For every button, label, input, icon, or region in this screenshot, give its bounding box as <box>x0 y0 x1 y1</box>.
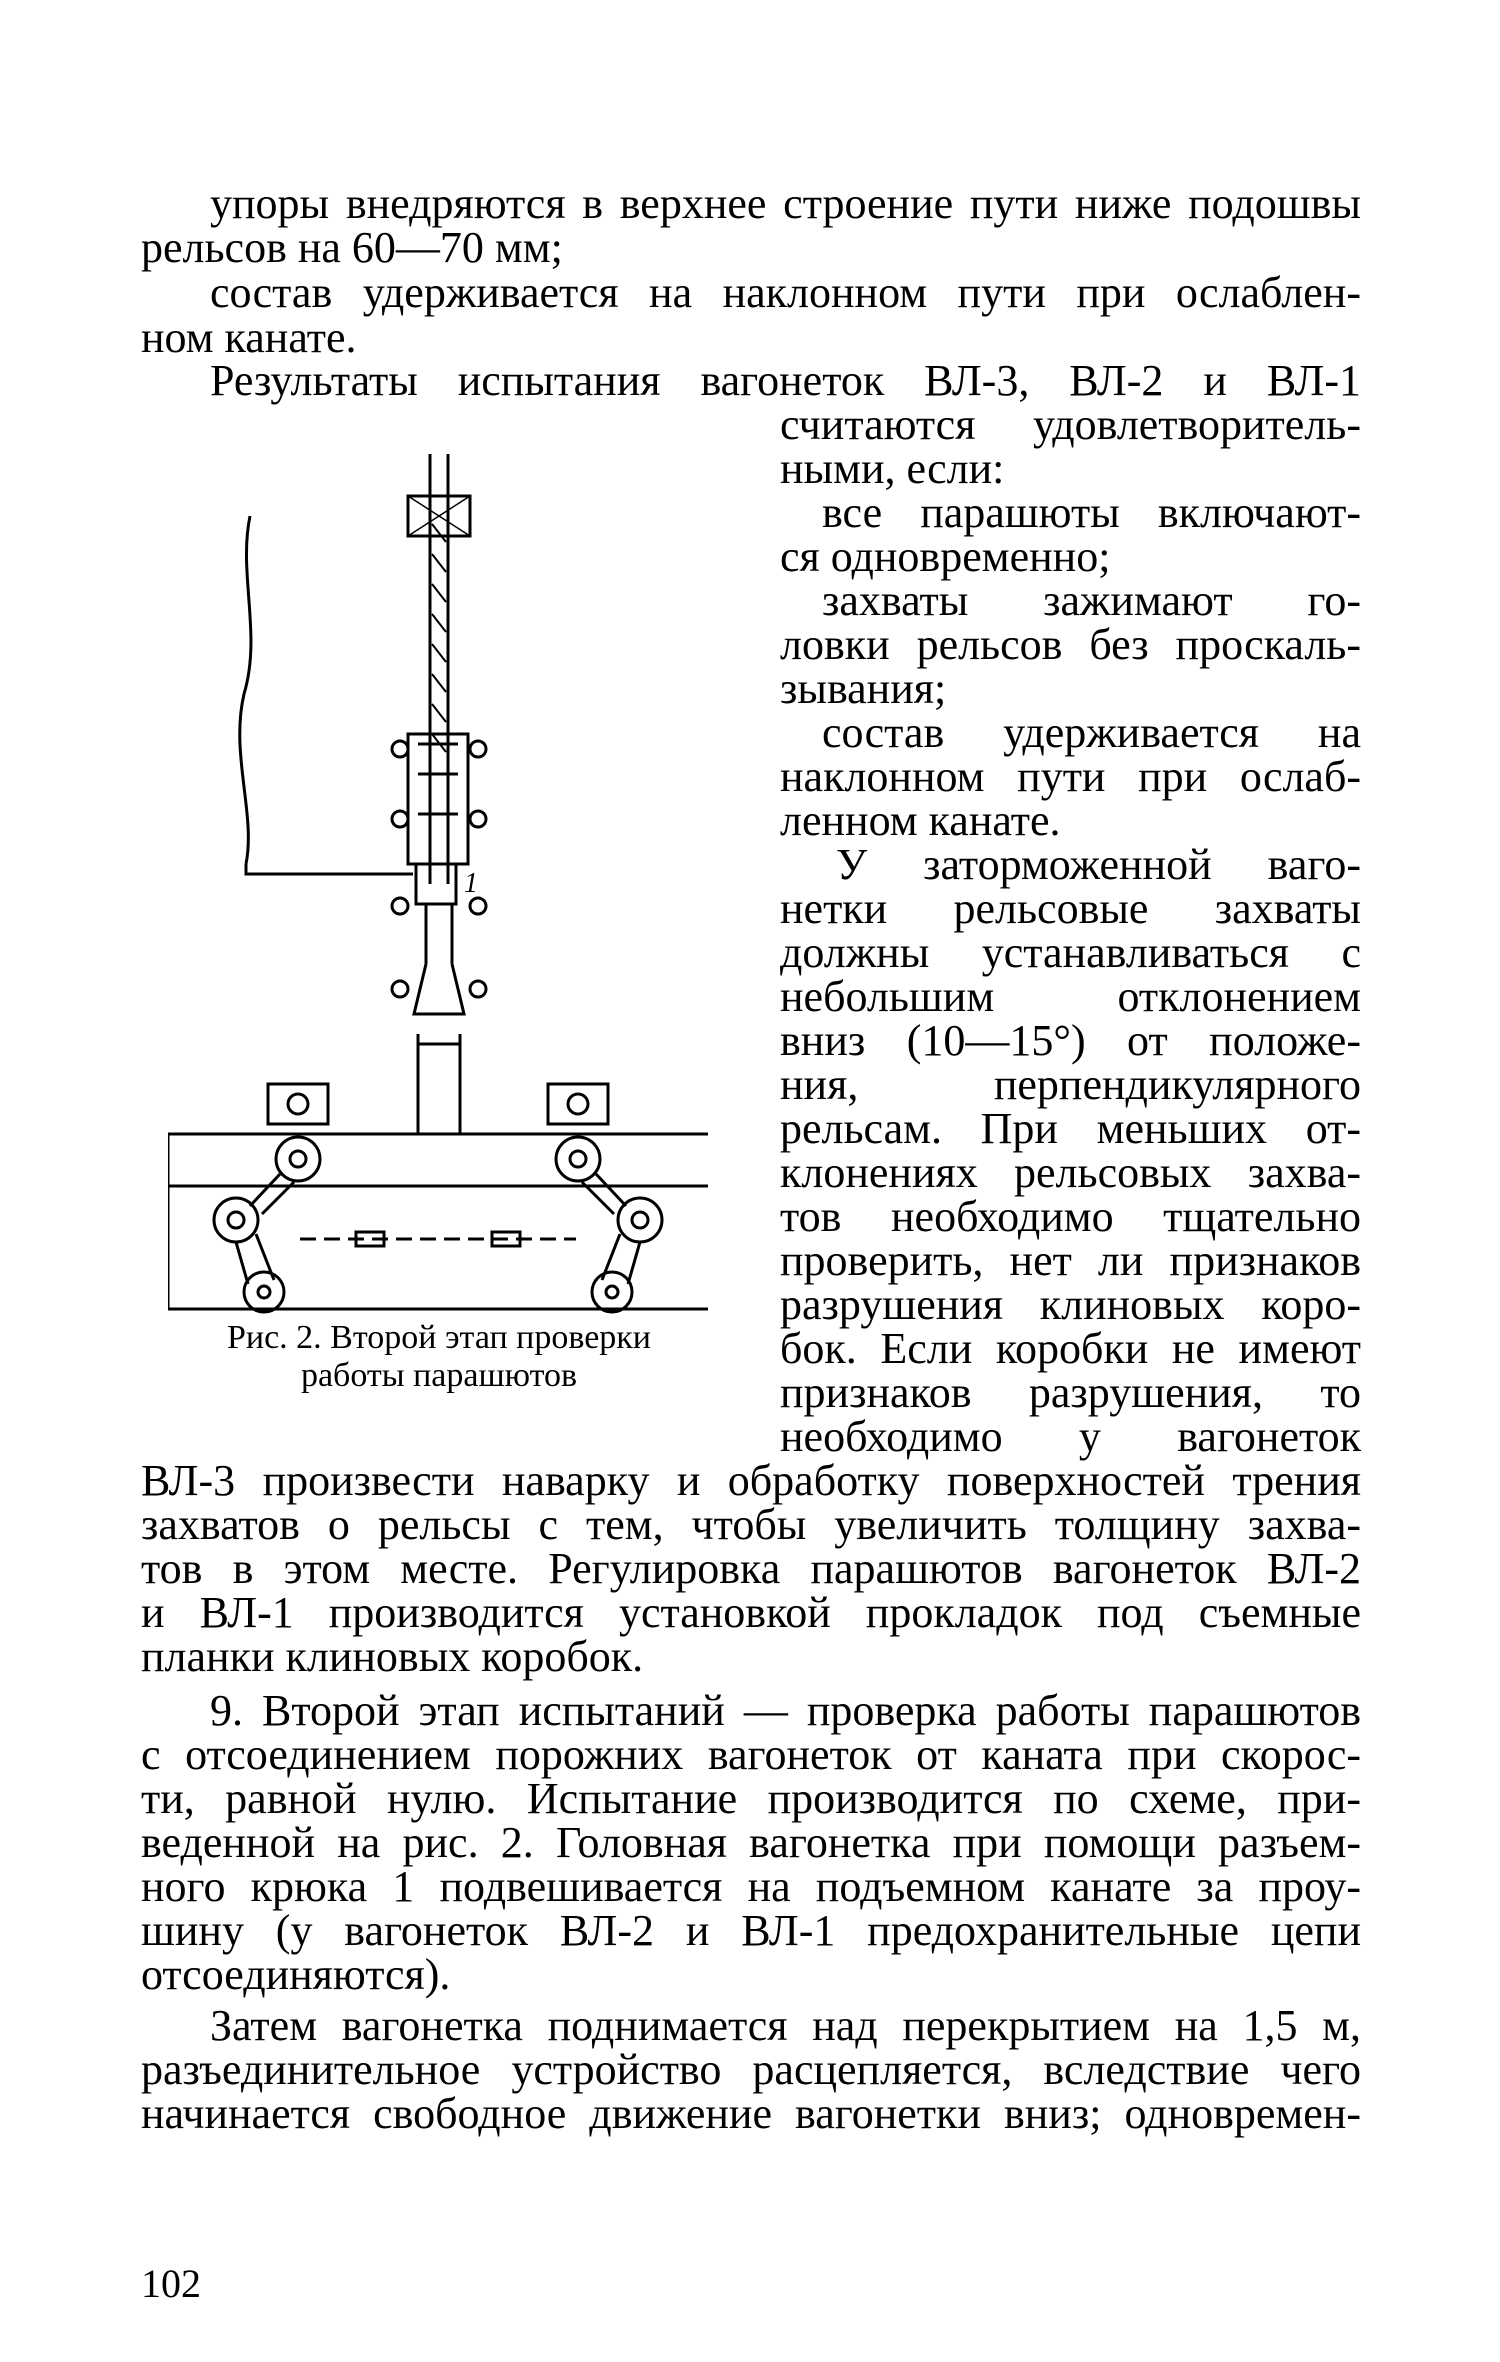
text-line: ти, равной нулю. Испытание производится по схеме, при- <box>141 1774 1361 1823</box>
text-line: ся одновременно; <box>780 532 1111 581</box>
text-line: рельсов на 60—70 мм; <box>141 223 563 272</box>
page-number: 102 <box>141 2261 201 2306</box>
text-line: вниз (10—15°) от положе- <box>780 1016 1361 1065</box>
text-line: Результаты испытания вагонеток ВЛ-3, ВЛ-2 и ВЛ-1 <box>210 356 1361 405</box>
text-line: веденной на рис. 2. Головная вагонетка при помощи разъем- <box>141 1818 1361 1867</box>
text-line: ВЛ-3 произвести наварку и обработку поверхностей трения <box>141 1456 1361 1505</box>
figure-caption-line: Рис. 2. Второй этап проверки <box>226 1319 652 1356</box>
text-line: начинается свободное движение вагонетки вниз; одновремен- <box>141 2089 1361 2138</box>
text-line: ловки рельсов без проскаль- <box>780 620 1361 669</box>
text-line: тов необходимо тщательно <box>780 1192 1361 1241</box>
text-line: зывания; <box>780 664 947 713</box>
text-line: бок. Если коробки не имеют <box>780 1324 1361 1373</box>
figure-parachute-test-drawing <box>168 444 708 1314</box>
text-line: тов в этом месте. Регулировка парашютов вагонеток ВЛ-2 <box>141 1544 1361 1593</box>
text-line: упоры внедряются в верхнее строение пути ниже подошвы <box>210 179 1361 228</box>
text-line: проверить, нет ли признаков <box>780 1236 1361 1285</box>
text-line: Затем вагонетка поднимается над перекрытием на 1,5 м, <box>210 2001 1361 2050</box>
text-line: ленном канате. <box>780 796 1061 845</box>
detachable-hook <box>246 864 486 1044</box>
figure-caption-line: работы парашютов <box>300 1357 578 1394</box>
right-rail-clamp <box>548 1084 662 1312</box>
text-line: рельсам. При меньших от- <box>780 1104 1361 1153</box>
text-line: все парашюты включают- <box>822 488 1361 537</box>
text-line: захваты зажимают го- <box>822 576 1361 625</box>
text-line: состав удерживается на <box>822 708 1361 757</box>
text-line: нетки рельсовые захваты <box>780 884 1361 933</box>
text-line: захватов о рельсы с тем, чтобы увеличить толщину захва- <box>141 1500 1361 1549</box>
hoisting-rope <box>430 454 448 884</box>
text-line: считаются удовлетворитель- <box>780 400 1361 449</box>
text-line: планки клиновых коробок. <box>141 1632 644 1681</box>
text-line: шину (у вагонеток ВЛ-2 и ВЛ-1 предохранительные цепи <box>141 1906 1361 1955</box>
text-line: должны устанавливаться с <box>780 928 1361 977</box>
text-line: и ВЛ-1 производится установкой прокладок под съемные <box>141 1588 1361 1637</box>
trunnion-post <box>418 1044 460 1134</box>
text-line: признаков разрушения, то <box>780 1368 1361 1417</box>
text-line: с отсоединением порожних вагонеток от каната при скорос- <box>141 1730 1361 1779</box>
text-line: У заторможенной ваго- <box>836 840 1361 889</box>
text-line: ния, перпендикулярного <box>780 1060 1361 1109</box>
text-line: ного крюка 1 подвешивается на подъемном канате за проу- <box>141 1862 1361 1911</box>
text-line: разрушения клиновых коро- <box>780 1280 1361 1329</box>
text-line: ными, если: <box>780 444 1005 493</box>
callout-number: 1 <box>464 868 478 899</box>
text-line: необходимо у вагонеток <box>780 1412 1361 1461</box>
left-rail-clamp <box>214 1084 328 1312</box>
text-line: отсоединяются). <box>141 1950 451 1999</box>
text-line: клонениях рельсовых захва- <box>780 1148 1361 1197</box>
text-line: ном канате. <box>141 313 357 362</box>
text-line: состав удерживается на наклонном пути при ослаблен- <box>210 268 1361 317</box>
text-line: небольшим отклонением <box>780 972 1361 1021</box>
text-line: наклонном пути при ослаб- <box>780 752 1361 801</box>
bolted-plates <box>392 734 486 864</box>
release-cord <box>240 516 251 864</box>
text-line: 9. Второй этап испытаний — проверка работы парашютов <box>210 1686 1361 1735</box>
text-line: разъединительное устройство расцепляется, вследствие чего <box>141 2045 1361 2094</box>
